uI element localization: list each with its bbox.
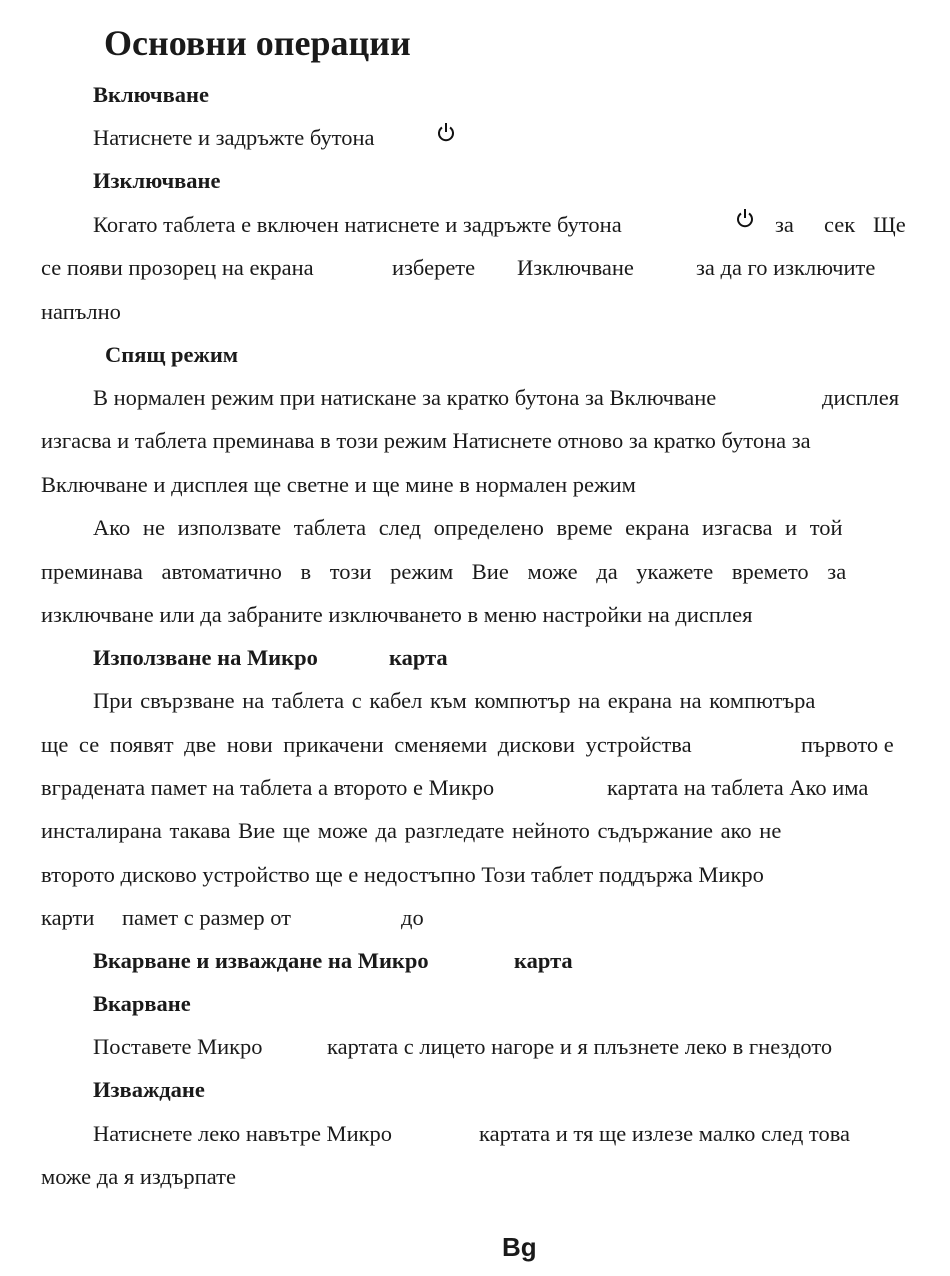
micro-usage-line-1: При свързване на таблета с кабел към компютър на екрана на компютъра (93, 688, 816, 713)
power-off-line-2c: Изключване (517, 255, 634, 280)
heading-power-on: Включване (93, 82, 209, 107)
power-off-line-3: напълно (41, 299, 121, 324)
sleep-p1-line-1b: дисплея (822, 385, 900, 410)
insert-line-b: картата с лицето нагоре и я плъзнете леко в гнездото (327, 1034, 833, 1059)
micro-usage-line-6c: до (401, 905, 424, 930)
power-on-instruction: Натиснете и задръжте бутона (93, 125, 375, 150)
insert-line-a: Поставете Микро (93, 1034, 263, 1059)
micro-usage-line-6b: памет с размер от (122, 905, 292, 930)
remove-line-1a: Натиснете леко навътре Микро (93, 1121, 393, 1146)
sleep-p2-line-1: Ако не използвате таблета след определено време екрана изгасва и той (93, 515, 843, 540)
power-off-line-2d: за да го изключите (696, 255, 876, 280)
heading-micro-usage-a: Използване на Микро (93, 645, 318, 670)
sleep-p1-line-2 (41, 426, 909, 456)
heading-micro-insert-a: Вкарване и изваждане на Микро (93, 948, 429, 973)
sleep-p1-line-3: Включване и дисплея ще светне и ще мине в нормален режим (41, 472, 636, 497)
power-icon (735, 207, 755, 229)
power-on-text (93, 123, 375, 153)
heading-power-off: Изключване (93, 168, 221, 193)
subheading-insert: Вкарване (93, 991, 191, 1016)
micro-usage-line-4: инсталирана такава Вие ще може да разгледате нейното съдържание ако не (41, 818, 782, 843)
subheading-remove: Изваждане (93, 1077, 205, 1102)
heading-micro-insert-b: карта (514, 948, 573, 973)
heading-sleep: Спящ режим (105, 342, 239, 367)
sleep-p2-line-3: изключване или да забраните изключването в меню настройки на дисплея (41, 602, 753, 627)
page-title: Основни операции (104, 23, 411, 63)
language-footer: Bg (502, 1232, 537, 1262)
sleep-p1-line-1a: В нормален режим при натискане за кратко бутона за Включване (93, 385, 717, 410)
remove-line-1b: картата и тя ще излезе малко след това (479, 1121, 851, 1146)
micro-usage-line-2b: първото е (801, 732, 894, 757)
sleep-p1-line-2-text: изгасва и таблета преминава в този режим Натиснете отново за кратко бутона за (41, 428, 811, 453)
heading-micro-usage-b: карта (389, 645, 448, 670)
power-off-line-1c: сек (824, 212, 856, 237)
power-off-line-2a: се появи прозорец на екрана (41, 255, 314, 280)
power-off-line-1d: Ще (873, 212, 906, 237)
micro-usage-line-6a: карти (41, 905, 95, 930)
remove-line-2: може да я издърпате (41, 1164, 236, 1189)
sleep-p2-line-2: преминава автоматично в този режим Вие може да укажете времето за (41, 559, 847, 584)
micro-usage-line-3a: вградената памет на таблета а второто е Микро (41, 775, 495, 800)
power-icon (436, 121, 456, 143)
power-off-line-1a: Когато таблета е включен натиснете и задръжте бутона (93, 212, 622, 237)
power-off-line-1b: за (775, 212, 794, 237)
micro-usage-line-2a: ще се появят две нови прикачени сменяеми дискови устройства (41, 732, 692, 757)
power-off-line-2b: изберете (392, 255, 476, 280)
micro-usage-line-3b: картата на таблета Ако има (607, 775, 869, 800)
micro-usage-line-5: второто дисково устройство ще е недостъпно Този таблет поддържа Микро (41, 862, 764, 887)
